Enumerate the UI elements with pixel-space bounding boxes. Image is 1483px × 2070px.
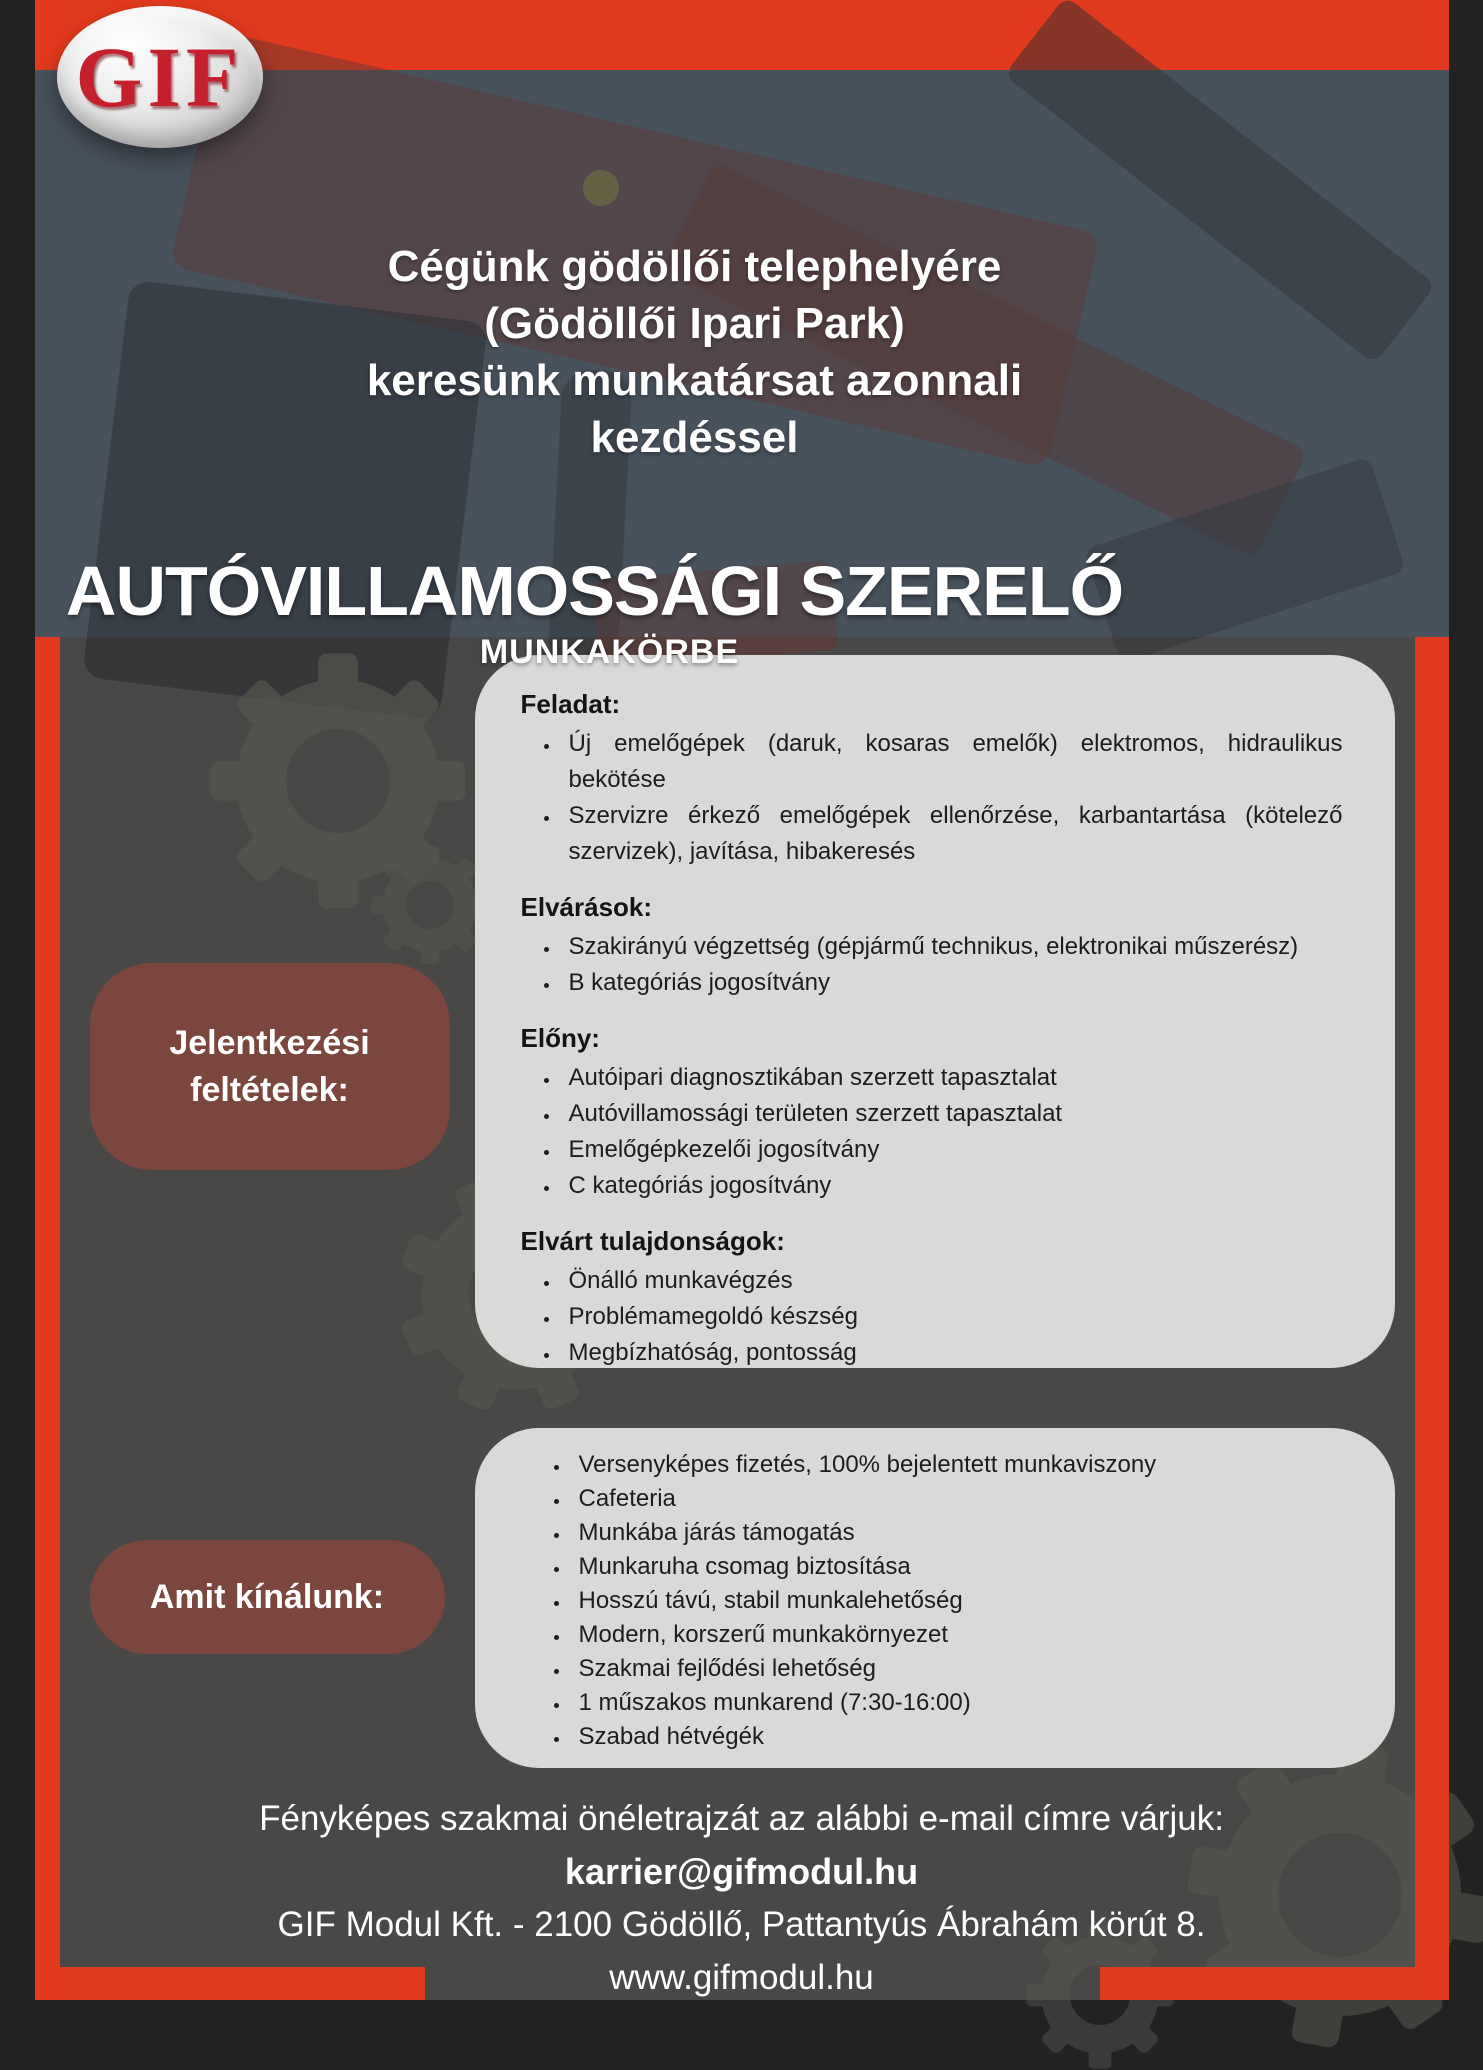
bullet-item: • Emelőgépkezelői jogosítvány [561, 1132, 1343, 1168]
bullet-item: • Autóipari diagnosztikában szerzett tapasztalat [561, 1060, 1343, 1096]
list-group [521, 892, 1343, 1001]
bullet-list [531, 1448, 1343, 1754]
bullet-item: • Munkába járás támogatás [571, 1516, 1343, 1550]
gif-logo [57, 6, 263, 148]
header [35, 70, 1449, 637]
bullet-item: • Önálló munkavégzés [561, 1263, 1343, 1299]
intro-line: keresünk munkatársat azonnali [35, 352, 1355, 409]
footer-email: karrier@gifmodul.hu [60, 1845, 1424, 1898]
left-red-strip [35, 637, 60, 2000]
intro-line: Cégünk gödöllői telephelyére [35, 238, 1355, 295]
list-group [531, 1448, 1343, 1754]
section-label-requirements: Jelentkezési feltételek: [90, 963, 450, 1170]
bullet-item: • Szervizre érkező emelőgépek ellenőrzése, karbantartása (kötelező szervizek), javítása, hibakeresés [561, 798, 1343, 870]
bullet-list [521, 726, 1343, 870]
bottom-right-red-block [1100, 1967, 1449, 2000]
job-ad-poster [35, 0, 1449, 2000]
header-intro [35, 238, 1355, 466]
job-title: AUTÓVILLAMOSSÁGI SZERELŐ [35, 556, 1155, 626]
offer-panel [475, 1428, 1395, 1768]
bullet-item: • Cafeteria [571, 1482, 1343, 1516]
requirements-groups [521, 689, 1343, 1371]
list-group [521, 689, 1343, 870]
bullet-item: • Modern, korszerű munkakörnyezet [571, 1618, 1343, 1652]
gif-logo-text: GIF [76, 34, 244, 120]
offer-groups [531, 1448, 1343, 1754]
bullet-list [521, 1060, 1343, 1204]
group-heading: Feladat: [521, 689, 1343, 720]
section-label-offer: Amit kínálunk: [90, 1540, 445, 1654]
bullet-list [521, 929, 1343, 1001]
bullet-item: • Hosszú távú, stabil munkalehetőség [571, 1584, 1343, 1618]
bullet-item: • B kategóriás jogosítvány [561, 965, 1343, 1001]
bottom-left-red-block [35, 1967, 425, 2000]
group-heading: Előny: [521, 1023, 1343, 1054]
bullet-list [521, 1263, 1343, 1371]
gear-watermark-icon [370, 845, 490, 965]
list-group [521, 1226, 1343, 1371]
bullet-item: • Megbízhatóság, pontosság [561, 1335, 1343, 1371]
bullet-item: • 1 műszakos munkarend (7:30-16:00) [571, 1686, 1343, 1720]
list-group [521, 1023, 1343, 1204]
bullet-item: • Szabad hétvégék [571, 1720, 1343, 1754]
footer-website: www.gifmodul.hu [60, 1951, 1424, 2004]
intro-line: kezdéssel [35, 409, 1355, 466]
bullet-item: • Új emelőgépek (daruk, kosaras emelők) elektromos, hidraulikus bekötése [561, 726, 1343, 798]
footer-cta: Fényképes szakmai önéletrajzát az alábbi e-mail címre várjuk: [60, 1792, 1424, 1845]
bullet-item: • Szakirányú végzettség (gépjármű technikus, elektronikai műszerész) [561, 929, 1343, 965]
footer-address: GIF Modul Kft. - 2100 Gödöllő, Pattantyús Ábrahám körút 8. [60, 1898, 1424, 1951]
bullet-item: • Autóvillamossági területen szerzett tapasztalat [561, 1096, 1343, 1132]
bullet-item: • Szakmai fejlődési lehetőség [571, 1652, 1343, 1686]
group-heading: Elvárt tulajdonságok: [521, 1226, 1343, 1257]
right-red-strip [1415, 637, 1449, 2000]
job-subtitle: MUNKAKÖRBE [35, 635, 1185, 669]
requirements-panel [475, 655, 1395, 1368]
intro-line: (Gödöllői Ipari Park) [35, 295, 1355, 352]
group-heading: Elvárások: [521, 892, 1343, 923]
bullet-item: • Munkaruha csomag biztosítása [571, 1550, 1343, 1584]
bullet-item: • Versenyképes fizetés, 100% bejelentett munkaviszony [571, 1448, 1343, 1482]
bullet-item: • Problémamegoldó készség [561, 1299, 1343, 1335]
bullet-item: • C kategóriás jogosítvány [561, 1168, 1343, 1204]
